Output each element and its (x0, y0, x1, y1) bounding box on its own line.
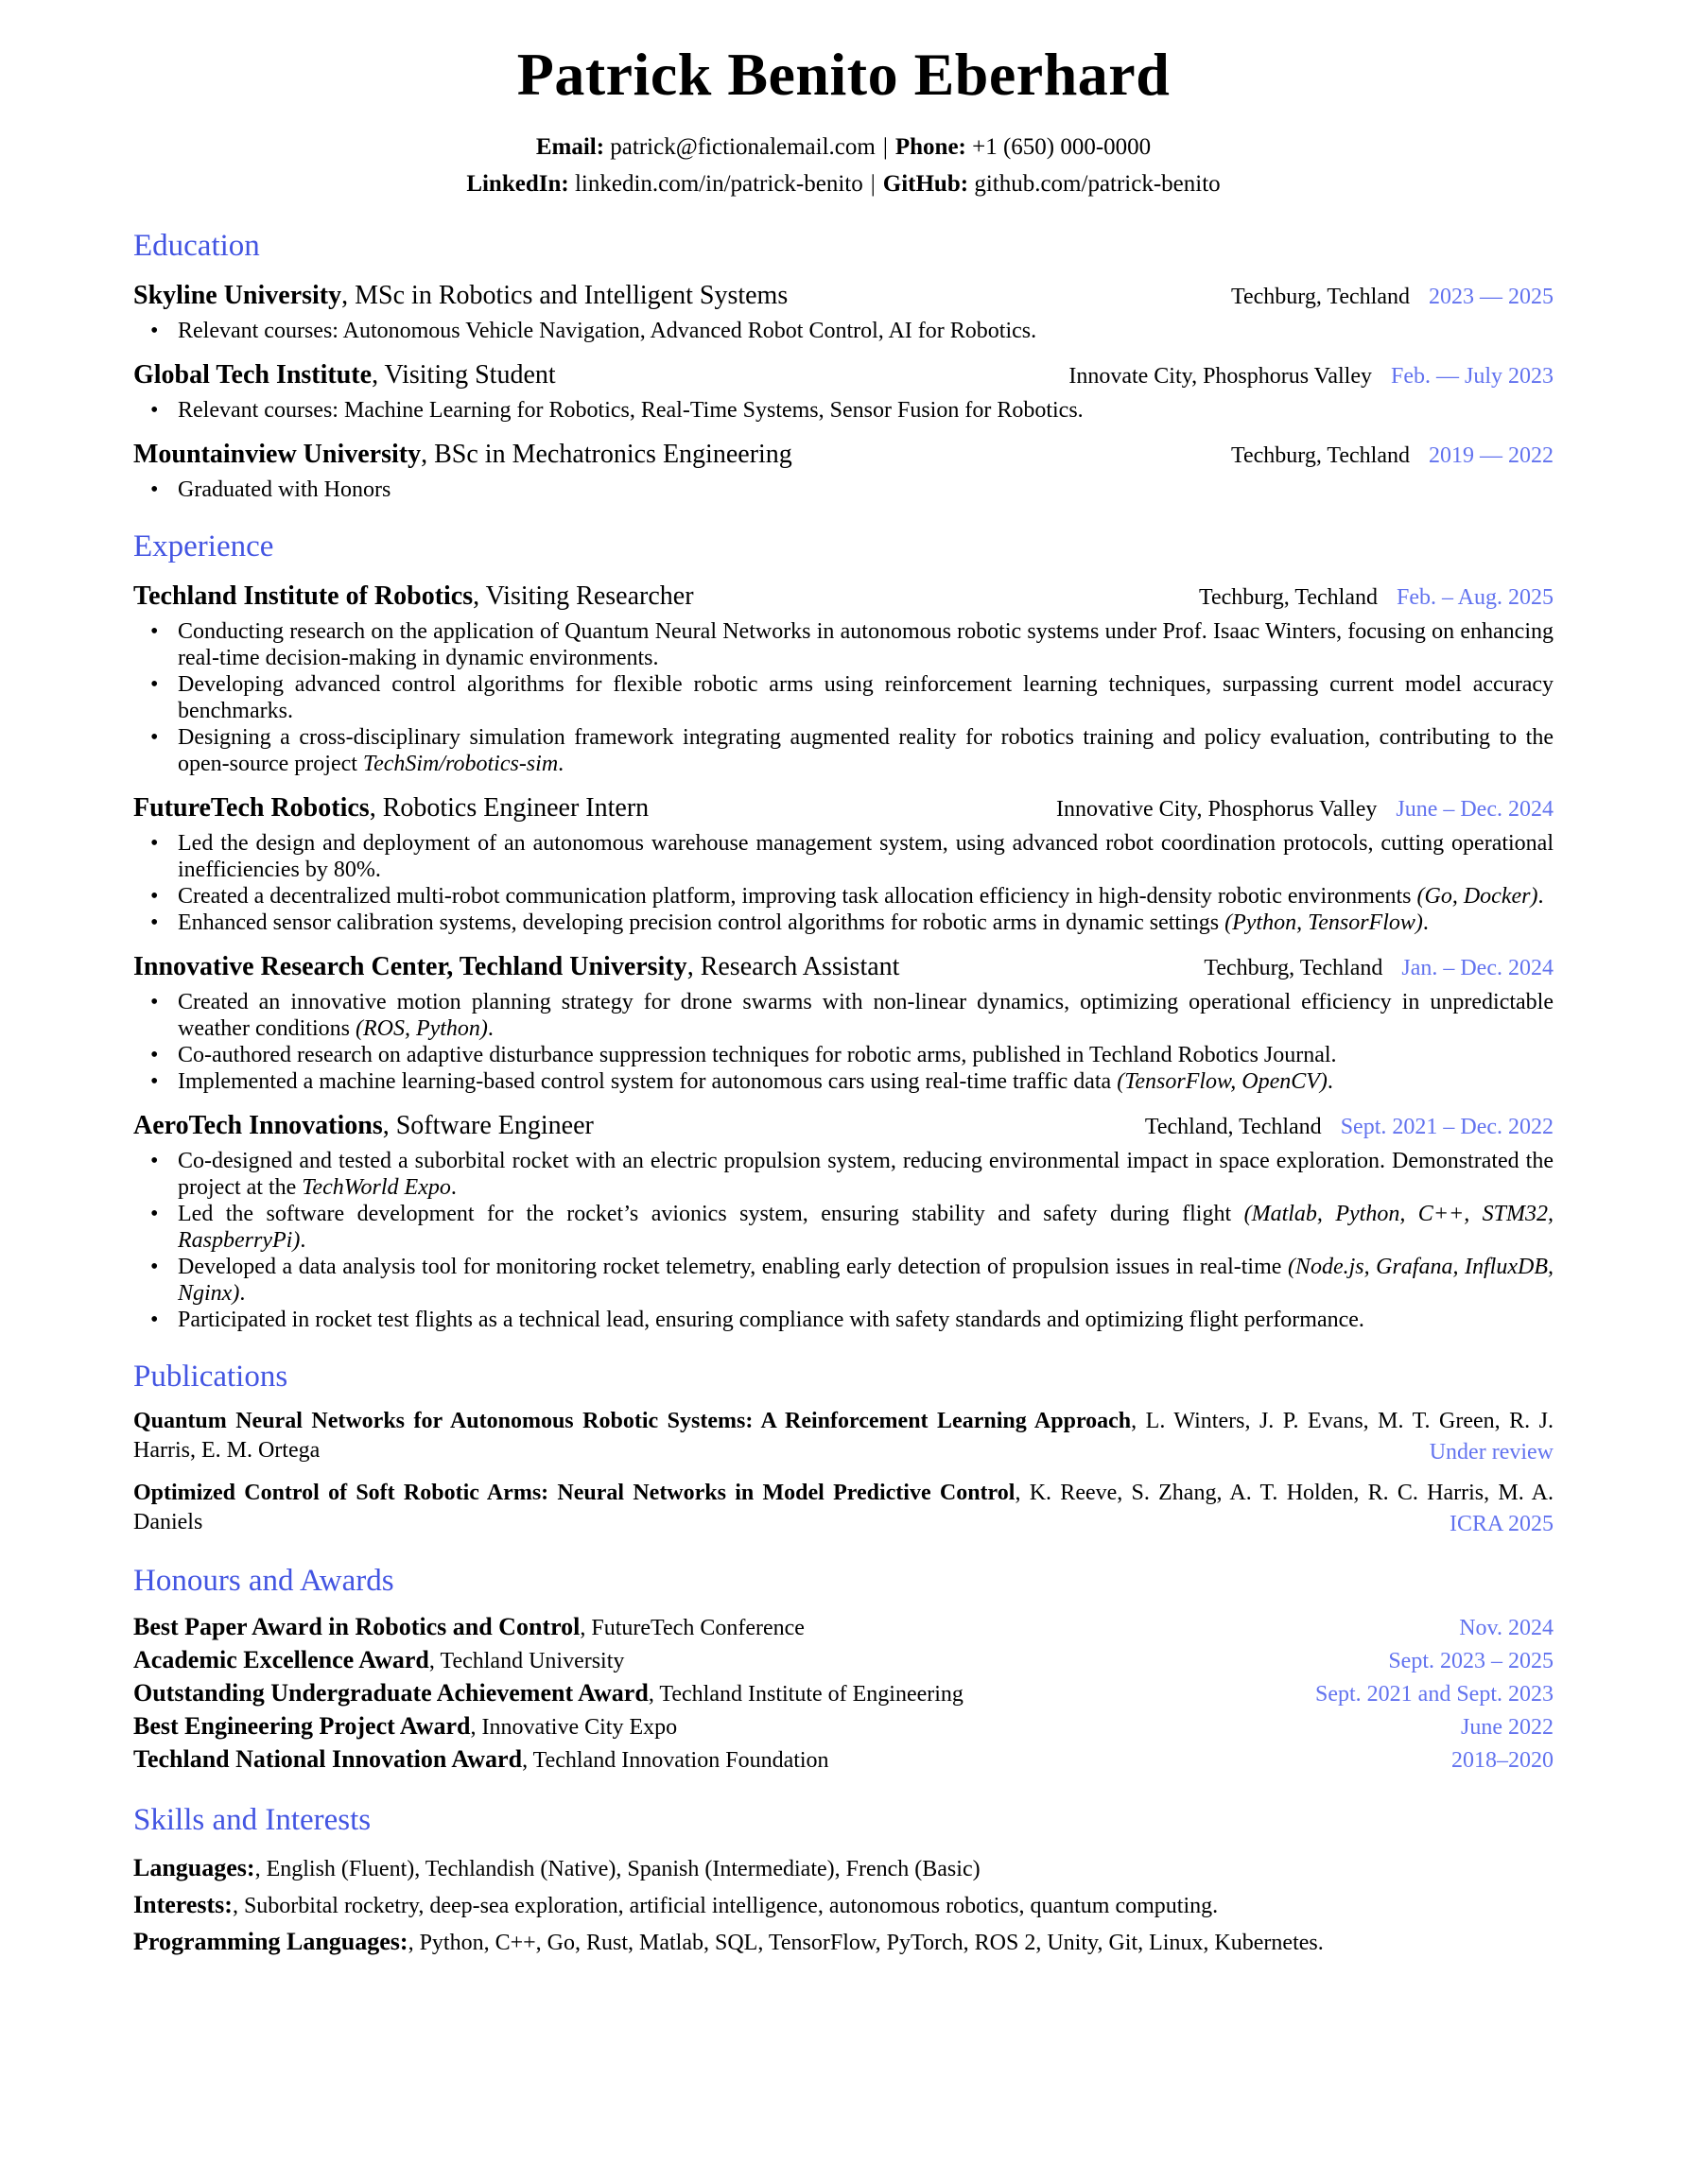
bullet-item: • Developing advanced control algorithms for flexible robotic arms using reinforcement learning techniques, surpassing current model accuracy benchmarks. (178, 671, 1554, 724)
linkedin-value: linkedin.com/in/patrick-benito (574, 171, 863, 198)
entry-heading (133, 1110, 1554, 1143)
section-title-experience: Experience (133, 529, 274, 564)
entry-title (133, 951, 899, 983)
entry-meta (1199, 581, 1554, 614)
institution-name: Mountainview University (133, 440, 422, 470)
skill-label: Interests: (133, 1891, 233, 1919)
award-org: , Techland Institute of Engineering (648, 1682, 964, 1707)
entry-meta (1068, 360, 1554, 392)
resume-header (133, 42, 1554, 202)
email-label: Email: (535, 134, 605, 161)
email-value: patrick@fictionalemail.com (610, 134, 876, 161)
skill-row-interests (133, 1887, 1554, 1924)
entry-heading (133, 792, 1554, 825)
entry-location: Innovative City, Phosphorus Valley (1056, 797, 1378, 823)
degree-detail: , MSc in Robotics and Intelligent Systems (341, 281, 789, 311)
bullet-item: • Co-designed and tested a suborbital rocket with an electric propulsion system, reducing environmental impact in space exploration. Demonstrated the project at the TechWorld Expo. (178, 1148, 1554, 1201)
entry-meta (1231, 281, 1554, 313)
award-title (133, 1677, 964, 1710)
bullet-item: • Enhanced sensor calibration systems, developing precision control algorithms for robotic arms in dynamic settings (Python, TensorFlow). (178, 910, 1554, 936)
entry-title (133, 280, 788, 312)
bullet-item: • Led the software development for the rocket’s avionics system, ensuring stability and safety during flight (Matlab, Python, C++, STM32, RaspberryPi). (178, 1201, 1554, 1254)
award-title (133, 1710, 677, 1743)
bullet-item: • Designing a cross-disciplinary simulation framework integrating augmented reality for robotics training and policy evaluation, contributing to the open-source project TechSim/robotics-sim. (178, 724, 1554, 777)
award-date: Nov. 2024 (1459, 1616, 1554, 1641)
section-title-education: Education (133, 229, 260, 264)
github-value: github.com/patrick-benito (974, 171, 1221, 198)
bullet-item: • Graduated with Honors (178, 477, 1554, 503)
award-item (133, 1743, 1554, 1777)
publication-status: ICRA 2025 (1436, 1512, 1554, 1537)
entry-dates: Feb. – Aug. 2025 (1396, 585, 1554, 611)
award-item (133, 1644, 1554, 1677)
award-org: , Techland Innovation Foundation (522, 1748, 829, 1774)
award-org: , Innovative City Expo (470, 1715, 678, 1741)
award-date: Sept. 2023 – 2025 (1388, 1649, 1554, 1674)
skill-text: , English (Fluent), Techlandish (Native), Spanish (Intermediate), French (Basic) (254, 1857, 981, 1882)
skill-text: , Suborbital rocketry, deep-sea exploration, artificial intelligence, autonomous robotics, quantum computing. (232, 1894, 1219, 1919)
section-experience (133, 528, 1554, 1333)
degree-detail: , Visiting Student (372, 360, 556, 390)
entry-bullet-list (133, 1148, 1554, 1333)
company-name: FutureTech Robotics (133, 793, 370, 823)
award-name: Best Engineering Project Award (133, 1712, 471, 1741)
entry-dates: June – Dec. 2024 (1396, 797, 1554, 823)
entry-location: Techland, Techland (1144, 1115, 1322, 1140)
role-detail: , Software Engineer (382, 1111, 594, 1141)
contact-separator: | (882, 134, 888, 161)
institution-name: Skyline University (133, 281, 342, 311)
publication-text (133, 1407, 1554, 1465)
section-title-skills: Skills and Interests (133, 1803, 372, 1838)
skill-label: Programming Languages: (133, 1928, 408, 1956)
company-name: AeroTech Innovations (133, 1111, 383, 1141)
award-date: 2018–2020 (1451, 1748, 1554, 1774)
entry-location: Techburg, Techland (1230, 443, 1410, 469)
entry-bullet-list (133, 989, 1554, 1095)
entry-title (133, 581, 694, 613)
page-title: Patrick Benito Eberhard (516, 41, 1171, 108)
award-name: Techland National Innovation Award (133, 1745, 523, 1774)
phone-value: +1 (650) 000-0000 (972, 134, 1152, 161)
entry-location: Innovate City, Phosphorus Valley (1068, 364, 1372, 390)
entry-dates: 2019 — 2022 (1429, 443, 1554, 469)
role-detail: , Robotics Engineer Intern (369, 793, 650, 823)
publication-item (133, 1479, 1554, 1537)
education-entry (133, 439, 1554, 503)
entry-heading (133, 359, 1554, 392)
entry-meta (1145, 1111, 1554, 1143)
entry-location: Techburg, Techland (1198, 585, 1378, 611)
entry-meta (1231, 440, 1554, 472)
publication-text (133, 1479, 1554, 1537)
award-item (133, 1677, 1554, 1710)
entry-title (133, 1110, 594, 1142)
section-skills (133, 1801, 1554, 1961)
linkedin-label: LinkedIn: (466, 171, 569, 198)
entry-meta (1204, 952, 1554, 984)
bullet-item: • Created a decentralized multi-robot communication platform, improving task allocation efficiency in high-density robotic environments (Go, Docker). (178, 883, 1554, 910)
entry-location: Techburg, Techland (1230, 285, 1410, 310)
section-publications (133, 1358, 1554, 1537)
award-title (133, 1743, 829, 1777)
entry-bullet-list (133, 830, 1554, 936)
bullet-item: • Relevant courses: Machine Learning for Robotics, Real-Time Systems, Sensor Fusion for Robotics. (178, 397, 1554, 424)
award-title (133, 1644, 624, 1677)
award-name: Outstanding Undergraduate Achievement Award (133, 1679, 649, 1707)
skill-row-programming (133, 1924, 1554, 1961)
bullet-item: • Co-authored research on adaptive disturbance suppression techniques for robotic arms, published in Techland Robotics Journal. (178, 1042, 1554, 1068)
company-name: Techland Institute of Robotics (133, 581, 474, 612)
award-name: Best Paper Award in Robotics and Control (133, 1613, 581, 1641)
experience-entry (133, 951, 1554, 1095)
entry-bullet-list (133, 477, 1554, 503)
award-item (133, 1611, 1554, 1644)
entry-title (133, 439, 792, 471)
entry-location: Techburg, Techland (1204, 956, 1383, 981)
entry-heading (133, 280, 1554, 313)
section-honours (133, 1562, 1554, 1777)
company-name: Innovative Research Center, Techland University (133, 952, 687, 982)
contact-line-1 (133, 129, 1554, 165)
experience-entry (133, 792, 1554, 936)
entry-dates: Jan. – Dec. 2024 (1401, 956, 1554, 981)
award-item (133, 1710, 1554, 1743)
bullet-item: • Led the design and deployment of an autonomous warehouse management system, using advanced robot coordination protocols, cutting operational inefficiencies by 80%. (178, 830, 1554, 883)
section-title-honours: Honours and Awards (133, 1564, 394, 1599)
institution-name: Global Tech Institute (133, 360, 373, 390)
section-title-publications: Publications (133, 1360, 288, 1395)
skill-row-languages (133, 1850, 1554, 1887)
entry-dates: Sept. 2021 – Dec. 2022 (1340, 1115, 1554, 1140)
contact-line-2 (133, 165, 1554, 202)
entry-heading (133, 951, 1554, 984)
bullet-item: • Conducting research on the application of Quantum Neural Networks in autonomous robotic systems under Prof. Isaac Winters, focusing on enhancing real-time decision-making in dynamic environments. (178, 618, 1554, 671)
publication-title: Quantum Neural Networks for Autonomous Robotic Systems: A Reinforcement Learning Approach (133, 1409, 1132, 1434)
entry-title (133, 792, 649, 824)
award-date: Sept. 2021 and Sept. 2023 (1315, 1682, 1554, 1707)
role-detail: , Visiting Researcher (473, 581, 694, 612)
experience-entry (133, 581, 1554, 777)
phone-label: Phone: (894, 134, 966, 161)
entry-dates: 2023 — 2025 (1429, 285, 1554, 310)
publication-authors: , K. Reeve, S. Zhang, A. T. Holden, R. C. Harris, M. A. Daniels (133, 1481, 1554, 1535)
skill-text: , Python, C++, Go, Rust, Matlab, SQL, TensorFlow, PyTorch, ROS 2, Unity, Git, Linux, Kubernetes. (408, 1931, 1324, 1956)
award-title (133, 1611, 805, 1644)
education-entry (133, 280, 1554, 344)
github-label: GitHub: (882, 171, 969, 198)
publication-title: Optimized Control of Soft Robotic Arms: Neural Networks in Model Predictive Control (133, 1481, 1016, 1506)
bullet-item: • Participated in rocket test flights as a technical lead, ensuring compliance with safety standards and optimizing flight performance. (178, 1307, 1554, 1333)
education-entry (133, 359, 1554, 424)
entry-meta (1056, 793, 1554, 825)
bullet-item: • Created an innovative motion planning strategy for drone swarms with non-linear dynamics, optimizing operational efficiency in unpredictable weather conditions (ROS, Python). (178, 989, 1554, 1042)
degree-detail: , BSc in Mechatronics Engineering (421, 440, 792, 470)
award-date: June 2022 (1461, 1715, 1554, 1741)
section-education (133, 227, 1554, 503)
contact-separator: | (870, 171, 876, 198)
experience-entry (133, 1110, 1554, 1333)
award-org: , FutureTech Conference (580, 1616, 805, 1641)
skill-label: Languages: (133, 1854, 255, 1882)
bullet-item: • Relevant courses: Autonomous Vehicle Navigation, Advanced Robot Control, AI for Robotics. (178, 318, 1554, 344)
entry-heading (133, 439, 1554, 472)
publication-authors: , L. Winters, J. P. Evans, M. T. Green, R. J. Harris, E. M. Ortega (133, 1409, 1554, 1464)
bullet-item: • Implemented a machine learning-based control system for autonomous cars using real-time traffic data (TensorFlow, OpenCV). (178, 1068, 1554, 1095)
entry-dates: Feb. — July 2023 (1390, 364, 1554, 390)
award-name: Academic Excellence Award (133, 1646, 429, 1674)
entry-title (133, 359, 556, 391)
entry-heading (133, 581, 1554, 614)
entry-bullet-list (133, 397, 1554, 424)
publication-status: Under review (1416, 1440, 1554, 1465)
role-detail: , Research Assistant (686, 952, 900, 982)
award-org: , Techland University (428, 1649, 625, 1674)
entry-bullet-list (133, 318, 1554, 344)
publication-item (133, 1407, 1554, 1465)
bullet-item: • Developed a data analysis tool for monitoring rocket telemetry, enabling early detection of propulsion issues in real-time (Node.js, Grafana, InfluxDB, Nginx). (178, 1254, 1554, 1307)
entry-bullet-list (133, 618, 1554, 777)
